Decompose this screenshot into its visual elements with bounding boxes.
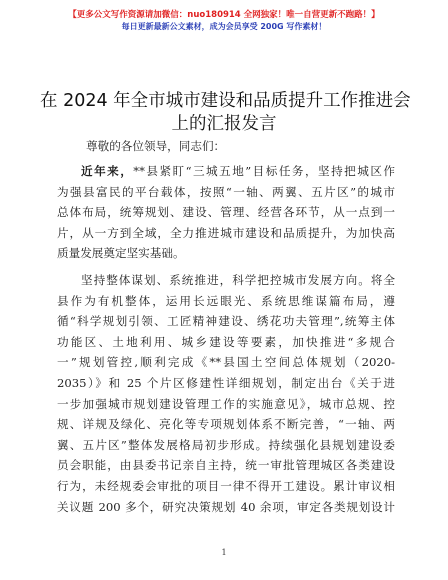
paragraph-2-line: 功能区、土地利用、城乡建设等要素，加快推进“多规合: [57, 334, 395, 349]
paragraph-1-line: 质量发展奠定坚实基础。: [57, 246, 185, 261]
promo-banner-line-2: 每日更新最新公文素材，成为会员享受 200G 写作素材！: [121, 22, 327, 31]
paragraph-2-line: 循“科学规划引领、工匠精神建设、绣花功夫管理”,统筹主体: [57, 314, 395, 329]
title-line-1: 在 2024 年全市城市建设和品质提升工作推进会: [40, 91, 411, 111]
paragraph-2-line: 员会职能，由县委书记亲自主持，统一审批管理城区各类建设: [57, 458, 395, 473]
paragraph-2-line: 坚持整体谋划、系统推进，科学把控城市发展方向。将全: [81, 273, 395, 287]
paragraph-2-line: 行为，未经规委会审批的项目一律不得开工建设。累计审议相: [57, 478, 395, 493]
paragraph-1-line: 总体布局，统筹规划、建设、管理、经营各环节，从一点到一: [57, 205, 395, 220]
paragraph-2-line: 一”规划管控,顺利完成《**县国土空间总体规划（2020-: [57, 355, 395, 370]
promo-banner-line-1: 【更多公文写作资源请加微信：nuo180914 全网独家！唯一自营更新不跑路！】: [68, 10, 380, 20]
paragraph-1-line-text: **县紧盯“三城五地”目标任务，坚持把城区作: [133, 164, 395, 178]
paragraph-1: [57, 161, 395, 264]
paragraph-2-line: 县作为有机整体，运用长远眼光、系统思维谋篇布局，遵: [57, 293, 395, 308]
paragraph-2-line: 翼、五片区”整体发展格局初步形成。持续强化县规划建设委: [57, 437, 395, 452]
paragraph-2: [57, 270, 395, 517]
paragraph-2-line: 2035）》和 25 个片区修建性详细规划，制定出台《关于进: [57, 375, 395, 390]
document-title: [40, 90, 411, 136]
paragraph-2-line: 规、详规及绿化、亮化等专项规划体系不断完善，“一轴、两: [57, 417, 395, 432]
paragraph-1-line: [57, 161, 395, 182]
paragraph-1-lead: 近年来，: [81, 164, 134, 178]
paragraph-2-line: 关议题 200 多个，研究决策规划 40 余项，审定各类规划设计: [57, 499, 395, 514]
title-line-2: 上的汇报发言: [171, 114, 277, 134]
paragraph-1-line: 片，从一方到全域，全力推进城市建设和品质提升，为加快高: [57, 225, 395, 240]
paragraph-2-line: 一步加强城市规划建设管理工作的实施意见》，城市总规、控: [57, 396, 395, 411]
greeting: 尊敬的各位领导，同志们：: [86, 139, 226, 153]
page-number: 1: [221, 548, 227, 557]
paragraph-1-line: 为强县富民的平台载体，按照“一轴、两翼、五片区”的城市: [57, 184, 395, 199]
